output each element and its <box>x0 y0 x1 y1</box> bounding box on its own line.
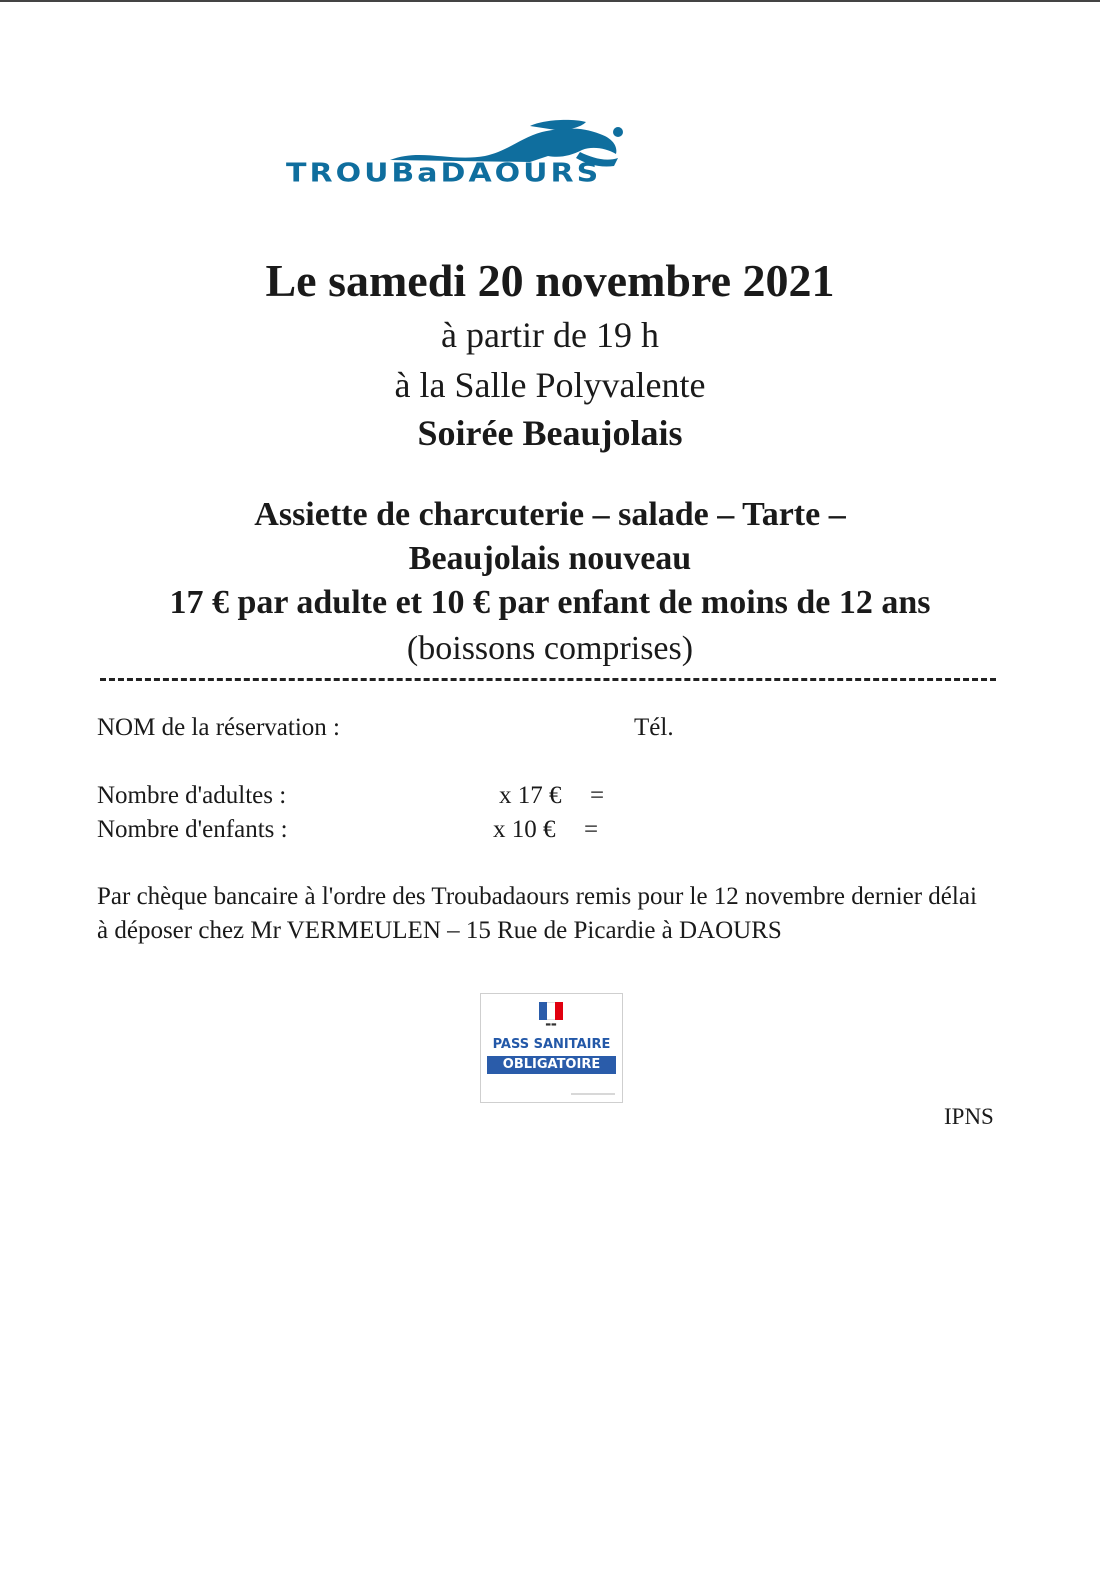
pass-badge-line-1: PASS SANITAIRE <box>492 1037 611 1052</box>
troubadaours-logo <box>280 118 840 198</box>
event-date: Le samedi 20 novembre 2021 <box>265 255 835 306</box>
children-multiplier: x 10 € <box>493 816 556 843</box>
menu-price: 17 € par adulte et 10 € par enfant de moins de 12 ans <box>169 584 931 621</box>
event-title: Soirée Beaujolais <box>417 413 683 453</box>
adults-label: Nombre d'adultes : <box>97 782 287 809</box>
adults-multiplier: x 17 € <box>499 782 562 809</box>
pass-sanitaire-badge <box>480 993 623 1103</box>
menu-line-1: Assiette de charcuterie – salade – Tarte – <box>254 496 846 533</box>
reservation-name-label: NOM de la réservation : <box>97 714 340 741</box>
phone-label: Tél. <box>634 714 674 741</box>
event-place: à la Salle Polyvalente <box>394 365 706 405</box>
cut-line <box>100 678 996 681</box>
adults-equals: = <box>590 782 605 809</box>
ipns-mark: IPNS <box>944 1104 994 1129</box>
children-label: Nombre d'enfants : <box>97 816 288 843</box>
french-flag-icon <box>539 1002 563 1020</box>
event-time: à partir de 19 h <box>441 315 659 355</box>
logo-wordmark: TROUBaDAOURS <box>286 158 602 189</box>
pass-badge-line-2: OBLIGATOIRE <box>487 1056 616 1074</box>
payment-note: Par chèque bancaire à l'ordre des Troubadaours remis pour le 12 novembre dernier délai à déposer chez Mr VERMEULEN – 15 Rue de Picardie à DAOURS <box>97 883 977 944</box>
menu-line-2: Beaujolais nouveau <box>408 540 692 577</box>
republique-mark: ▬▬ <box>545 1021 557 1028</box>
menu-note: (boissons comprises) <box>406 630 694 667</box>
children-equals: = <box>584 816 599 843</box>
pass-badge-footer <box>571 1093 615 1095</box>
top-border <box>0 0 1100 2</box>
